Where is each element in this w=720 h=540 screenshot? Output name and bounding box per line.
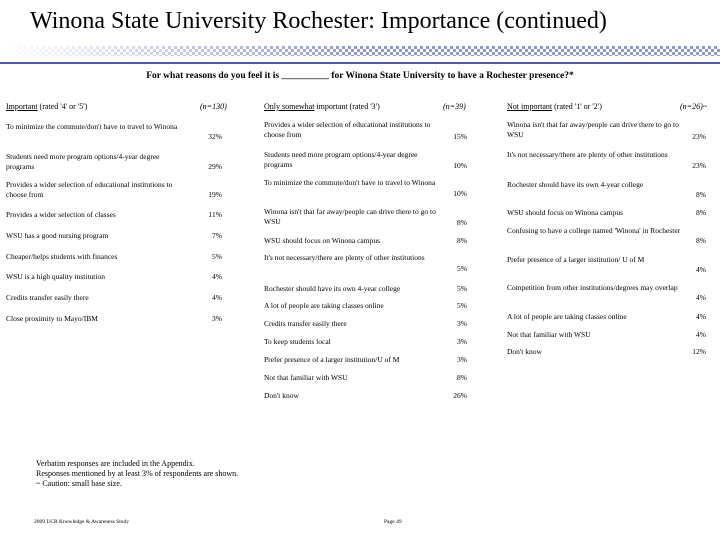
list-item-percent: 12% <box>692 347 706 356</box>
list-item-label: Competition from other institutions/degrees may overlap <box>507 283 678 292</box>
column-n-somewhat: (n=39) <box>443 102 466 111</box>
decorative-checker-band <box>0 46 720 56</box>
title-divider <box>0 62 720 64</box>
list-item-percent: 23% <box>692 161 706 170</box>
list-item-label: Not that familiar with WSU <box>507 330 591 339</box>
list-item-percent: 3% <box>457 319 467 328</box>
list-item-label: Students need more program options/4-year degree programs <box>264 150 418 169</box>
list-item-percent: 4% <box>696 330 706 339</box>
footnote-caution: ~ Caution: small base size. <box>36 479 122 488</box>
footer-page-number: Page 49 <box>384 519 402 525</box>
list-item-label: Not that familiar with WSU <box>264 373 348 382</box>
column-n-important: (n=130) <box>200 102 227 111</box>
list-item-label: WSU should focus on Winona campus <box>507 208 624 217</box>
list-item-label: Prefer presence of a larger institution/ U of M <box>507 255 645 264</box>
list-item-percent: 4% <box>212 272 222 281</box>
list-item-label: Prefer presence of a larger institution/U of M <box>264 355 400 364</box>
list-item-label: Rochester should have its own 4-year college <box>264 284 401 293</box>
list-item-percent: 3% <box>457 337 467 346</box>
list-item-label: Credits transfer easily there <box>264 319 347 328</box>
list-item-label: WSU should focus on Winona campus <box>264 236 381 245</box>
list-item-percent: 8% <box>457 218 467 227</box>
footnotes <box>36 459 238 489</box>
list-item-percent: 8% <box>457 236 467 245</box>
list-item-percent: 5% <box>457 301 467 310</box>
column-n-not-important: (n=26)~ <box>680 102 708 111</box>
page-title: Winona State University Rochester: Importance (continued) <box>30 8 607 34</box>
footer-study-name: 2009 UCR Knowledge & Awareness Study <box>34 519 129 525</box>
list-item-percent: 5% <box>457 264 467 273</box>
list-item-label: To minimize the commute/don't have to travel to Winona <box>264 178 436 187</box>
list-item-label: WSU has a good nursing program <box>6 231 109 240</box>
list-item-percent: 15% <box>453 132 467 141</box>
list-item-label: Don't know <box>507 347 542 356</box>
list-item-percent: 5% <box>457 284 467 293</box>
list-item-label: Close proximity to Mayo/IBM <box>6 314 98 323</box>
list-item-percent: 10% <box>453 189 467 198</box>
list-item-label: Provides a wider selection of classes <box>6 210 116 219</box>
list-item-percent: 26% <box>453 391 467 400</box>
footnote-appendix: Verbatim responses are included in the Appendix. <box>36 459 195 468</box>
list-item-label: Winona isn't that far away/people can drive there to go to WSU <box>507 120 679 139</box>
column-header-important: Important (rated '4' or '5') <box>6 102 88 111</box>
list-item-percent: 4% <box>696 293 706 302</box>
list-item-label: It's not necessary/there are plenty of other institutions <box>507 150 668 159</box>
list-item-percent: 3% <box>212 314 222 323</box>
column-header-not-important: Not important (rated '1' or '2') <box>507 102 602 111</box>
list-item-percent: 4% <box>212 293 222 302</box>
list-item-percent: 8% <box>696 236 706 245</box>
list-item-percent: 3% <box>457 355 467 364</box>
list-item-label: Winona isn't that far away/people can drive there to go to WSU <box>264 207 436 226</box>
list-item-label: Provides a wider selection of educational institutions to choose from <box>6 180 173 199</box>
list-item-label: Don't know <box>264 391 299 400</box>
list-item-label: Rochester should have its own 4-year college <box>507 180 644 189</box>
list-item-percent: 11% <box>208 210 222 219</box>
list-item-percent: 8% <box>696 190 706 199</box>
list-item-percent: 29% <box>208 162 222 171</box>
survey-question: For what reasons do you feel it is __________ for Winona State University to have a Rochester presence?* <box>146 71 574 81</box>
list-item-percent: 7% <box>212 231 222 240</box>
list-item-label: A lot of people are taking classes online <box>264 301 384 310</box>
list-item-label: It's not necessary/there are plenty of other institutions <box>264 253 425 262</box>
list-item-percent: 32% <box>208 132 222 141</box>
list-item-percent: 10% <box>453 161 467 170</box>
list-item-label: WSU is a high quality institution <box>6 272 105 281</box>
list-item-percent: 8% <box>696 208 706 217</box>
list-item-percent: 23% <box>692 132 706 141</box>
list-item-label: Credits transfer easily there <box>6 293 89 302</box>
list-item-label: Cheaper/helps students with finances <box>6 252 118 261</box>
list-item-label: To keep students local <box>264 337 331 346</box>
list-item-label: A lot of people are taking classes online <box>507 312 627 321</box>
list-item-percent: 4% <box>696 312 706 321</box>
list-item-label: Students need more program options/4-year degree programs <box>6 152 160 171</box>
footnote-threshold: Responses mentioned by at least 3% of respondents are shown. <box>36 469 239 478</box>
list-item-percent: 19% <box>208 190 222 199</box>
list-item-percent: 8% <box>457 373 467 382</box>
list-item-label: Confusing to have a college named 'Winona' in Rochester <box>507 226 681 235</box>
list-item-percent: 5% <box>212 252 222 261</box>
list-item-label: Provides a wider selection of educational institutions to choose from <box>264 120 431 139</box>
list-item-percent: 4% <box>696 265 706 274</box>
column-header-somewhat: Only somewhat important (rated '3') <box>264 102 380 111</box>
list-item-label: To minimize the commute/don't have to travel to Winona <box>6 122 178 131</box>
